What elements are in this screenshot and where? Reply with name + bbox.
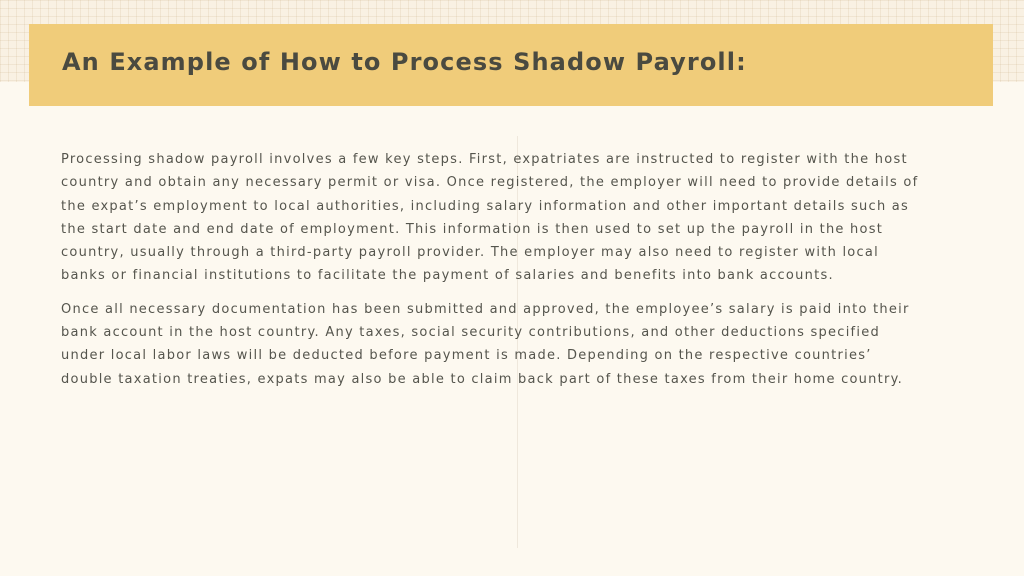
text-line: country, usually through a third-party payroll provider. The employer may also need to register with local xyxy=(61,245,879,261)
text-line: country and obtain any necessary permit or visa. Once registered, the employer will need to provide details of xyxy=(61,175,919,191)
slide-body xyxy=(61,148,961,401)
text-line: Once all necessary documentation has been submitted and approved, the employee’s salary is paid into their xyxy=(61,301,910,317)
text-line: under local labor laws will be deducted before payment is made. Depending on the respective countries’ xyxy=(61,348,872,364)
text-line: bank account in the host country. Any taxes, social security contributions, and other deductions specified xyxy=(61,325,880,341)
text-line: the start date and end date of employment. This information is then used to set up the payroll in the host xyxy=(61,221,884,237)
text-line: double taxation treaties, expats may also be able to claim back part of these taxes from their home country. xyxy=(61,371,904,387)
slide-title: An Example of How to Process Shadow Payroll: xyxy=(62,48,747,76)
title-bar xyxy=(29,24,993,106)
text-line: the expat’s employment to local authorities, including salary information and other important details such as xyxy=(61,198,910,214)
text-line: Processing shadow payroll involves a few key steps. First, expatriates are instructed to register with the host xyxy=(61,152,908,167)
paragraph-2 xyxy=(61,298,961,391)
paragraph-1 xyxy=(61,148,961,288)
text-line: banks or financial institutions to facilitate the payment of salaries and benefits into bank accounts. xyxy=(61,268,834,284)
